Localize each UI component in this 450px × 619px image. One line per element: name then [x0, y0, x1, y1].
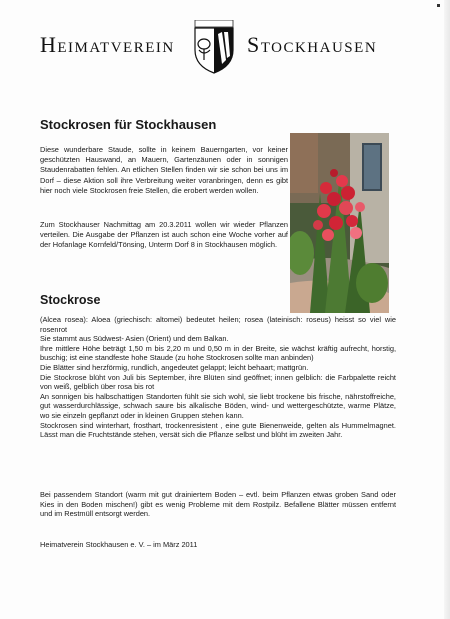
description-line: Stockrosen sind winterhart, frosthart, trockenresistent , eine gute Bienenweide, gelten als Hummelmagnet. Lässt man die Fruchtstände stehen, versät sich die Pflanze selbst und blüht im zweiten Jahr. [40, 420, 396, 440]
letterhead [0, 20, 450, 72]
event-paragraph: Zum Stockhauser Nachmittag am 20.3.2011 wollen wir wieder Pflanzen verteilen. Die Ausgabe der Pflanzen ist auch schon eine Woche vorher auf der Hofanlage Kornfeld/Tönsing, Unterm Dorf 8 in Stockhausen möglich. [40, 220, 288, 250]
document-title: Stockrosen für Stockhausen [40, 117, 217, 132]
scan-mark [437, 4, 440, 7]
description-line: An sonnigen bis halbschattigen Standorten fühlt sie sich wohl, sie liebt trockene bis frische, nährstoffreiche, gut wasserdurchlässige, schwach saure bis alkalische Böden, wind- und wettergeschützte, warme Plätze, wo sie einzeln gepflanzt oder in kleinen Gruppen stehen kann. [40, 391, 396, 420]
section-heading: Stockrose [40, 293, 101, 307]
org-name-left [40, 32, 175, 58]
org-name-right [247, 32, 377, 58]
description-line: Sie stammt aus Südwest- Asien (Orient) und dem Balkan. [40, 334, 229, 344]
care-note: Bei passendem Standort (warm mit gut drainiertem Boden – evtl. beim Pflanzen etwas groben Sand oder Kies in den Boden mischen!) gibt es wenig Probleme mit dem Rostpilz. Befallene Blätter müssen entfernt und im Restmüll entsorgt werden. [40, 490, 396, 519]
org-right-rest: TOCKHAUSEN [260, 40, 378, 56]
description-line: Die Stockrose blüht von Juli bis September, ihre Blüten sind geöffnet; innen gelblich: die Farbpalette reicht von weiß, gelblich über rosa bis rot [40, 372, 396, 392]
description-line: Ihre mittlere Höhe beträgt 1,50 m bis 2,20 m und 0,50 m in der Breite, sie wächst kräftig aufrecht, horstig, buschig; ist eine standfeste hohe Staude (zu hohe Stockrosen sollte man anbinden) [40, 343, 396, 363]
crest-logo [192, 20, 236, 74]
signature-line: Heimatverein Stockhausen e. V. – im März 2011 [40, 540, 198, 549]
hollyhock-photo [290, 133, 389, 313]
intro-paragraph: Diese wunderbare Staude, sollte in keinem Bauerngarten, vor keiner geschützten Hauswand, an Mauern, Gartenzäunen oder in sonnigen Staudenrabatten fehlen. An etlichen Stellen finden wir sie schon bei uns im Dorf – diese Aktion soll ihre Verbreitung weiter voranbringen, denn es gibt hier noch viele Stockrosen freie Stellen, die erobert werden wollen. [40, 145, 288, 195]
org-left-rest: EIMATVEREIN [57, 40, 175, 56]
scan-edge [444, 0, 450, 619]
org-right-initial: S [247, 32, 261, 57]
description-line: Die Blätter sind herzförmig, rundlich, angedeutet gelappt; leicht behaart; mattgrün. [40, 362, 309, 372]
species-description [40, 315, 396, 440]
description-line: (Alcea rosea): Aloea (griechisch: altomei) bedeutet heilen; rosea (lateinisch: roseus) heisst so viel wie rosenrot [40, 315, 396, 334]
org-left-initial: H [40, 32, 58, 57]
